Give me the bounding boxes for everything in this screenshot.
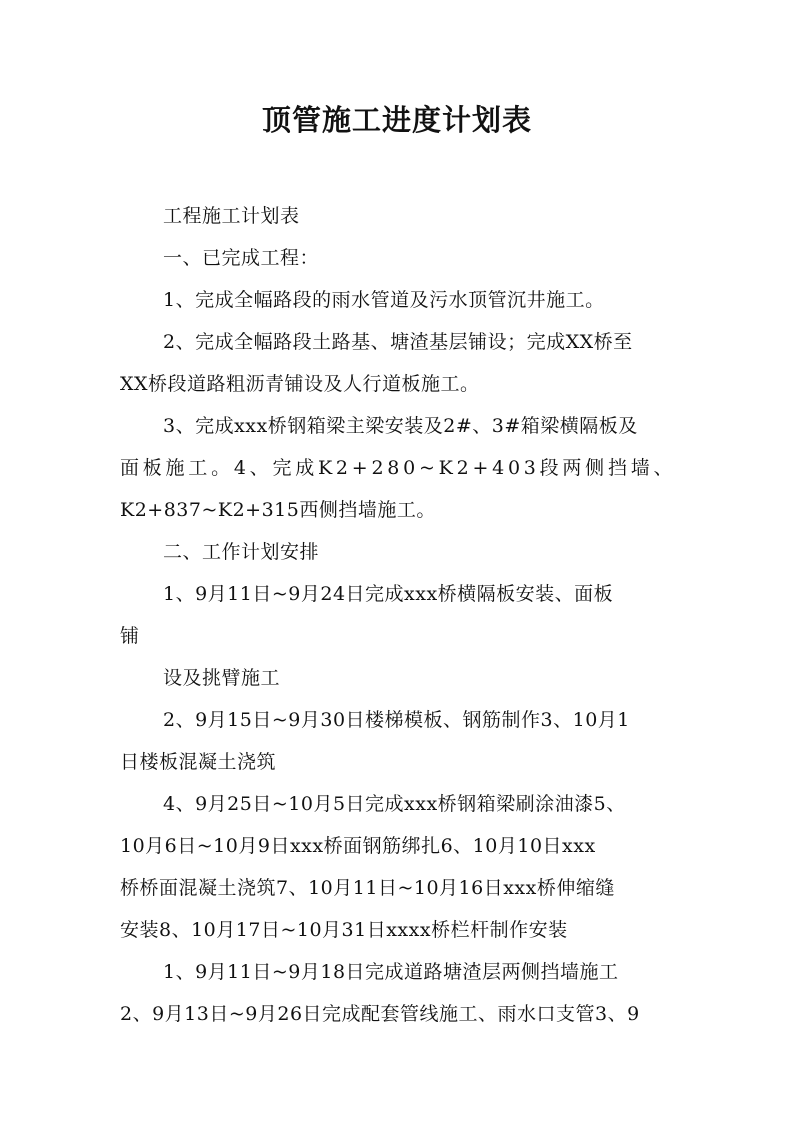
paragraph-line: XX桥段道路粗沥青铺设及人行道板施工。 bbox=[120, 373, 480, 395]
paragraph-line: K2+837~K2+315西侧挡墙施工。 bbox=[120, 499, 436, 521]
paragraph-line: 桥桥面混凝土浇筑7、10月11日~10月16日xxx桥伸缩缝 bbox=[120, 877, 615, 899]
paragraph-line: 安装8、10月17日~10月31日xxxx桥栏杆制作安装 bbox=[120, 919, 568, 941]
paragraph-line: 1、9月11日~9月24日完成xxx桥横隔板安装、面板 bbox=[163, 583, 614, 605]
paragraph-line: 2、9月15日~9月30日楼梯模板、钢筋制作3、10月1 bbox=[163, 709, 630, 731]
paragraph-line: 铺 bbox=[120, 625, 140, 647]
paragraph-line: 设及挑臂施工 bbox=[163, 667, 281, 689]
paragraph-line: 日楼板混凝土浇筑 bbox=[120, 751, 277, 773]
section-heading: 二、工作计划安排 bbox=[163, 541, 320, 563]
paragraph-line: 工程施工计划表 bbox=[163, 205, 300, 227]
paragraph-line: 3、完成xxx桥钢箱梁主梁安装及2#、3#箱梁横隔板及 bbox=[163, 415, 638, 437]
document-title: 顶管施工进度计划表 bbox=[261, 103, 532, 137]
paragraph-line: 2、9月13日~9月26日完成配套管线施工、雨水口支管3、9 bbox=[120, 1003, 640, 1025]
paragraph-line: 10月6日~10月9日xxx桥面钢筋绑扎6、10月10日xxx bbox=[120, 835, 596, 857]
paragraph-line: 1、9月11日~9月18日完成道路塘渣层两侧挡墙施工 bbox=[163, 961, 619, 983]
paragraph-line: 1、完成全幅路段的雨水管道及污水顶管沉井施工。 bbox=[163, 289, 605, 311]
paragraph-line: 2、完成全幅路段土路基、塘渣基层铺设；完成XX桥至 bbox=[163, 331, 633, 353]
paragraph-line: 4、9月25日~10月5日完成xxx桥钢箱梁刷涂油漆5、 bbox=[163, 793, 626, 815]
paragraph-line: 一、已完成工程： bbox=[163, 247, 320, 269]
paragraph-line-justified: 面 板 施 工 。 4 、 完 成 K 2 + 2 8 0 ~ K 2 + 4 0 3 段 两 侧 挡 墙 、 bbox=[120, 457, 673, 479]
